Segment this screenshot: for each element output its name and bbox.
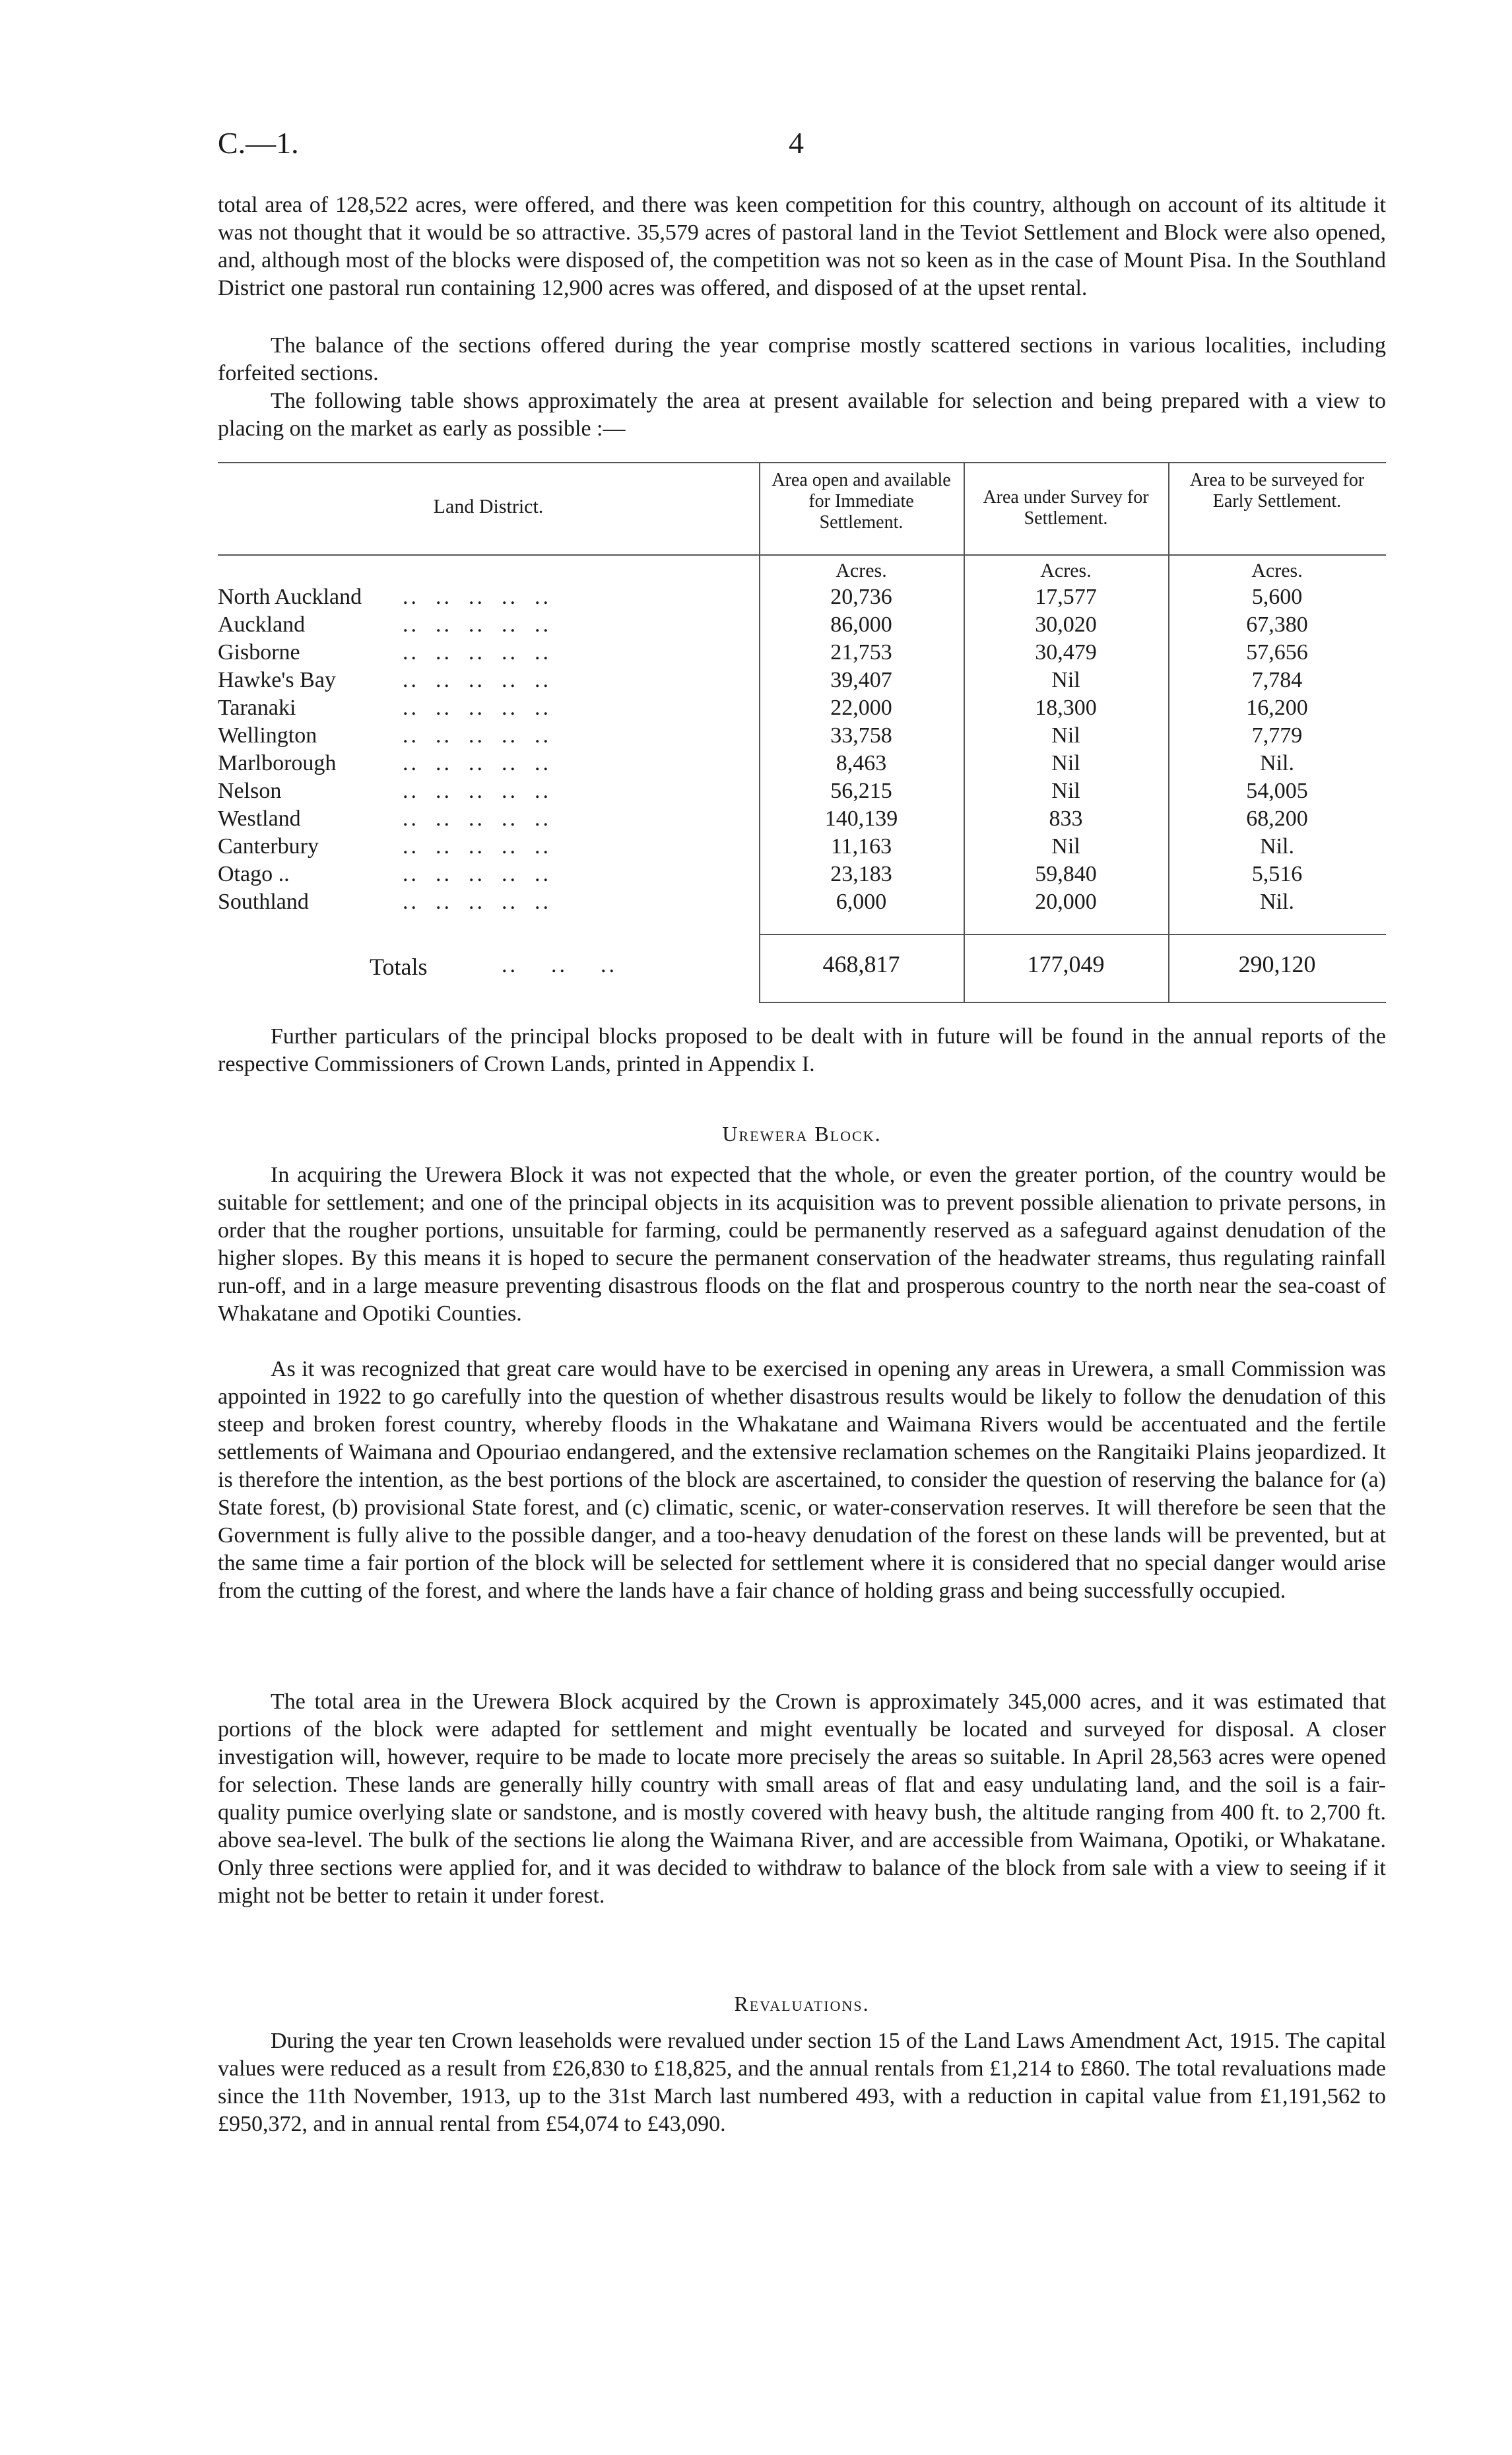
total-tobe: 290,120 xyxy=(1238,951,1316,977)
district-name: Auckland xyxy=(218,612,306,637)
cell-survey: 30,479 xyxy=(1035,640,1097,665)
table-row xyxy=(218,808,1386,830)
cell-survey: Nil xyxy=(1051,723,1080,748)
urewera-paragraph-3: The total area in the Urewera Block acquired by the Crown is approximately 345,000 acres, and it was estimated that portions of the block were adapted for settlement and might eventually be located and surveyed for disposal. A closer investigation will, however, require to be made to locate more precisely the areas so suitable. In April 28,563 acres were opened for selection. These lands are generally hilly country with small areas of flat and easy undulating land, and the soil is a fair-quality pumice overlying slate or sandstone, and is mostly covered with heavy bush, the altitude ranging from 400 ft. to 2,700 ft. above sea-level. The bulk of the sections lie along the Waimana River, and are accessible from Waimana, Opotiki, or Whakatane. Only three sections were applied for, and it was decided to withdraw to balance of the block from sale with a view to seeing if it might not be better to retain it under forest. xyxy=(218,1689,1386,1908)
district-name: Wellington xyxy=(218,723,317,748)
district-name: Southland xyxy=(218,890,309,914)
table-row xyxy=(218,725,1386,747)
cell-tobe: 5,600 xyxy=(1251,585,1303,609)
cell-open: 6,000 xyxy=(836,890,887,914)
district-name: Marlborough xyxy=(218,751,337,775)
district-name: Taranaki xyxy=(218,696,296,720)
leader-dots: .. .. .. .. .. xyxy=(403,723,551,748)
district-name: Nelson xyxy=(218,779,282,803)
cell-open: 39,407 xyxy=(830,668,892,692)
cell-tobe: 54,005 xyxy=(1246,779,1308,803)
table-row xyxy=(218,586,1386,608)
revaluations-heading: Revaluations. xyxy=(734,1992,870,2015)
cell-tobe: 16,200 xyxy=(1246,696,1308,720)
land-table xyxy=(218,462,1386,1016)
cell-survey: 59,840 xyxy=(1035,862,1097,886)
cell-survey: 833 xyxy=(1049,806,1083,831)
district-name: Gisborne xyxy=(218,640,300,665)
table-row xyxy=(218,891,1386,913)
totals-row xyxy=(218,953,1386,979)
cell-open: 22,000 xyxy=(830,696,892,720)
cell-open: 23,183 xyxy=(830,862,892,886)
table-row xyxy=(218,641,1386,664)
document-reference: C.—1. xyxy=(218,126,299,160)
leader-dots: .. .. .. .. .. xyxy=(403,668,551,692)
leader-dots: .. .. .. .. .. xyxy=(403,612,551,637)
leader-dots: .. .. .. .. .. xyxy=(403,779,551,803)
intro-paragraph-3: The following table shows approximately the area at present available for selection and being prepared with a view to placing on the market as early as possible :— xyxy=(218,389,1386,441)
table-row xyxy=(218,669,1386,692)
leader-dots: .. .. .. .. .. xyxy=(403,696,551,720)
cell-tobe: Nil. xyxy=(1260,751,1294,775)
unit-survey: Acres. xyxy=(1040,560,1092,581)
intro-paragraph-2: The balance of the sections offered during the year comprise mostly scattered sections in various localities, including forfeited sections. xyxy=(218,333,1386,385)
cell-tobe: 7,784 xyxy=(1251,668,1303,692)
district-name: Hawke's Bay xyxy=(218,668,336,692)
cell-tobe: 67,380 xyxy=(1246,612,1308,637)
cell-open: 21,753 xyxy=(830,640,892,665)
cell-open: 20,736 xyxy=(830,585,892,609)
cell-survey: 30,020 xyxy=(1035,612,1097,637)
cell-survey: Nil xyxy=(1051,668,1080,692)
cell-open: 11,163 xyxy=(830,834,892,859)
table-row xyxy=(218,835,1386,858)
table-header-rule xyxy=(218,554,1386,556)
page-number: 4 xyxy=(789,126,804,160)
unit-open: Acres. xyxy=(836,560,887,581)
leader-dots: .. .. .. .. .. xyxy=(403,834,551,859)
urewera-paragraph-2: As it was recognized that great care would have to be exercised in opening any areas in Urewera, a small Commission was appointed in 1922 to go carefully into the question of whether disastrous results would be likely to follow the denudation of this steep and broken forest country, whereby floods in the Whakatane and Waimana Rivers would be accentuated and the fertile settlements of Waimana and Opouriao endangered, and the extensive reclamation schemes on the Rangitaiki Plains jeopardized. It is therefore the intention, as the best portions of the block are ascertained, to consider the question of reserving the balance for (a) State forest, (b) provisional State forest, and (c) climatic, scenic, or water-conservation reserves. It will therefore be seen that the Government is fully alive to the possible danger, and a too-heavy denudation of the forest on these lands will be prevented, but at the same time a fair portion of the block will be selected for settlement where it is considered that no special danger would arise from the cutting of the forest, and where the lands have a fair chance of holding grass and being successfully occupied. xyxy=(218,1357,1386,1603)
leader-dots: .. .. .. .. .. xyxy=(403,640,551,665)
leader-dots: .. .. .. .. .. xyxy=(403,806,551,831)
leader-dots: .. .. .. xyxy=(502,953,617,977)
unit-tobe: Acres. xyxy=(1251,560,1303,581)
district-name: North Auckland xyxy=(218,585,362,609)
cell-tobe: Nil. xyxy=(1260,890,1294,914)
intro-paragraph-1: total area of 128,522 acres, were offered, and there was keen competition for this country, although on account of its altitude it was not thought that it would be so attractive. 35,579 acres of pastoral land in the Teviot Settlement and Block were also opened, and, although most of the blocks were disposed of, the competition was not so keen as in the case of Mount Pisa. In the Southland District one pastoral run containing 12,900 acres was offered, and disposed of at the upset rental. xyxy=(218,193,1386,300)
cell-survey: Nil xyxy=(1051,779,1080,803)
leader-dots: .. .. .. .. .. xyxy=(403,862,551,886)
cell-survey: Nil xyxy=(1051,751,1080,775)
cell-tobe: 68,200 xyxy=(1246,806,1308,831)
district-name: Canterbury xyxy=(218,834,319,859)
cell-survey: 20,000 xyxy=(1035,890,1097,914)
district-name: Westland xyxy=(218,806,301,831)
cell-tobe: 5,516 xyxy=(1251,862,1303,886)
urewera-paragraph-1: In acquiring the Urewera Block it was not expected that the whole, or even the greater portion, of the country would be suitable for settlement; and one of the principal objects in its acquisition was to prevent possible alienation to private persons, in order that the rougher portions, unsuitable for farming, could be permanently reserved as a safeguard against denudation of the higher slopes. By this means it is hoped to secure the permanent conservation of the headwater streams, thus regulating rainfall run-off, and in a large measure preventing disastrous floods on the flat and prosperous country to the north near the sea-coast of Whakatane and Opotiki Counties. xyxy=(218,1163,1386,1326)
col-header-survey: Area under Survey for Settlement. xyxy=(983,487,1149,529)
cell-open: 33,758 xyxy=(830,723,892,748)
cell-survey: Nil xyxy=(1051,834,1080,859)
cell-survey: 18,300 xyxy=(1035,696,1097,720)
total-open: 468,817 xyxy=(822,951,900,977)
col-header-open: Area open and available for Immediate Settlement. xyxy=(772,470,951,533)
table-row xyxy=(218,697,1386,719)
leader-dots: .. .. .. .. .. xyxy=(403,890,551,914)
col-header-district: Land District. xyxy=(433,496,544,517)
revaluations-paragraph: During the year ten Crown leaseholds were revalued under section 15 of the Land Laws Amendment Act, 1915. The capital values were reduced as a result from £26,830 to £18,825, and the annual rentals from £1,214 to £860. The total revaluations made since the 11th November, 1913, up to the 31st March last numbered 493, with a reduction in capital value from £1,191,562 to £950,372, and in annual rental from £54,074 to £43,090. xyxy=(218,2029,1386,2136)
cell-tobe: 57,656 xyxy=(1246,640,1308,665)
table-row xyxy=(218,780,1386,802)
district-name: Otago .. xyxy=(218,862,290,886)
col-header-tobe: Area to be surveyed for Early Settlement. xyxy=(1189,470,1365,511)
table-top-rule xyxy=(218,462,1386,463)
cell-open: 86,000 xyxy=(830,612,892,637)
total-survey: 177,049 xyxy=(1027,951,1105,977)
leader-dots: .. .. .. .. .. xyxy=(403,751,551,775)
leader-dots: .. .. .. .. .. xyxy=(403,585,551,609)
cell-tobe: 7,779 xyxy=(1251,723,1303,748)
further-particulars-paragraph: Further particulars of the principal blocks proposed to be dealt with in future will be found in the annual reports of the respective Commissioners of Crown Lands, printed in Appendix I. xyxy=(218,1024,1386,1076)
cell-survey: 17,577 xyxy=(1035,585,1097,609)
cell-open: 56,215 xyxy=(830,779,892,803)
table-row xyxy=(218,614,1386,636)
table-row xyxy=(218,752,1386,775)
cell-open: 140,139 xyxy=(824,806,898,831)
cell-open: 8,463 xyxy=(836,751,887,775)
urewera-heading: Urewera Block. xyxy=(722,1122,882,1146)
cell-tobe: Nil. xyxy=(1260,834,1294,859)
table-row xyxy=(218,863,1386,886)
table-bottom-rule xyxy=(759,1002,1386,1003)
totals-label: Totals xyxy=(370,954,428,980)
table-totals-top-rule xyxy=(759,934,1386,935)
